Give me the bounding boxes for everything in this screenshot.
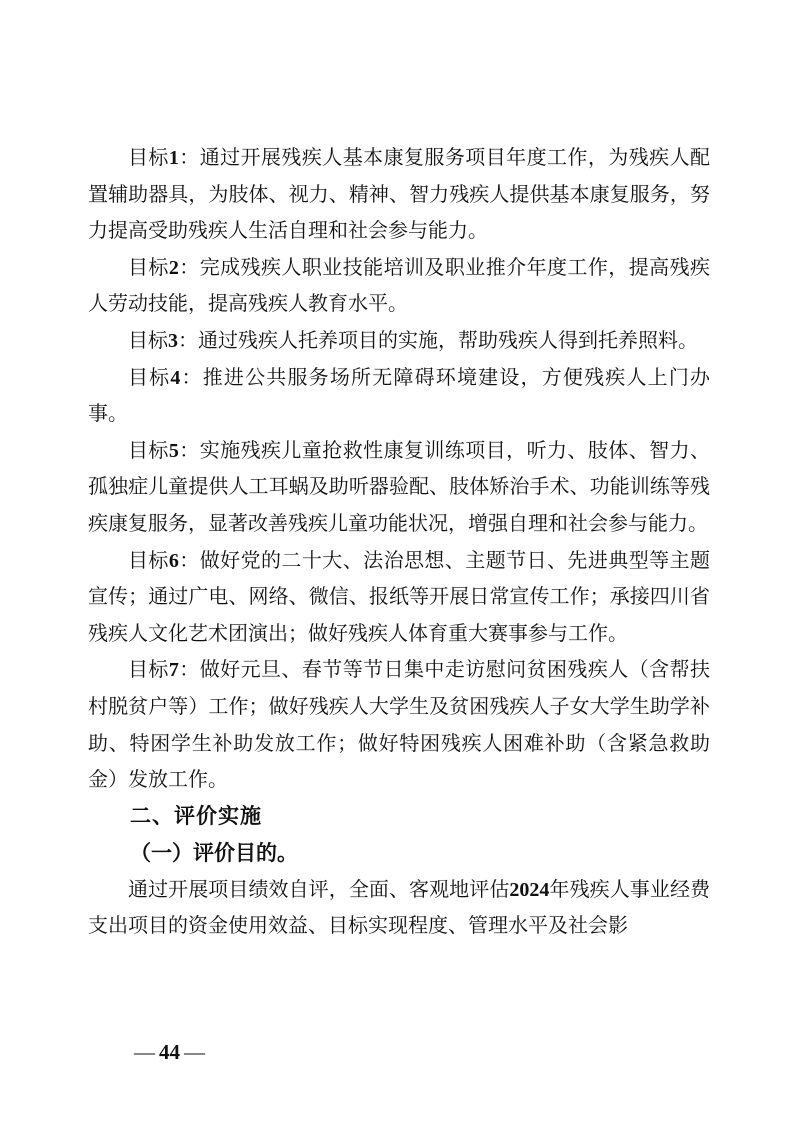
- goal-3-text: ：通过残疾人托养项目的实施，帮助残疾人得到托养照料。: [178, 329, 698, 352]
- subsection-heading: （一）评价目的。: [130, 841, 298, 866]
- page-number: [130, 1038, 209, 1066]
- goal-1-number: 1: [168, 147, 179, 169]
- closing-paragraph-pre: 通过开展项目绩效自评，全面、客观地评估: [128, 878, 510, 901]
- goal-3-number: 3: [168, 329, 178, 352]
- goal-5-text: ：实施残疾儿童抢救性康复训练项目，听力、肢体、智力、孤独症儿童提供人工耳蜗及助听器验配、肢体矫治手术、功能训练等残疾康复服务，显著改善残疾儿童功能状况，增强自理和社会参与能力。: [88, 439, 711, 535]
- closing-paragraph-year: 2024: [509, 878, 550, 901]
- section-heading: 二、评价实施: [130, 804, 262, 828]
- goal-4-label: 目标: [128, 366, 171, 389]
- goal-5-paragraph: [88, 433, 710, 543]
- goal-2-paragraph: [88, 250, 710, 323]
- goal-5-number: 5: [168, 439, 179, 462]
- goal-4-text: ：推进公共服务场所无障碍环境建设，方便残疾人上门办事。: [88, 366, 711, 426]
- goal-6-number: 6: [168, 549, 179, 572]
- goal-7-text: ：做好元旦、春节等节日集中走访慰问贫困残疾人（含帮扶村脱贫户等）工作；做好残疾人大学生及贫困残疾人子女大学生助学补助、特困学生补助发放工作；做好特困残疾人困难补助（含紧急救助金）发放工作。: [88, 659, 711, 792]
- goal-4-paragraph: [88, 360, 710, 433]
- goal-1-label: 目标: [128, 147, 169, 169]
- goal-7-paragraph: [88, 652, 710, 798]
- goal-2-text: ：完成残疾人职业技能培训及职业推介年度工作，提高残疾人劳动技能，提高残疾人教育水平。: [88, 256, 711, 316]
- goal-1-text: ：通过开展残疾人基本康复服务项目年度工作，为残疾人配置辅助器具，为肢体、视力、精神、智力残疾人提供基本康复服务，努力提高受助残疾人生活自理和社会参与能力。: [88, 147, 711, 243]
- goal-7-number: 7: [168, 659, 179, 682]
- goal-2-number: 2: [168, 256, 179, 279]
- goal-2-label: 目标: [128, 256, 169, 279]
- closing-paragraph-post: 年残疾人事业经费支出项目的资金使用效益、目标实现程度、管理水平及社会影: [88, 878, 711, 938]
- goal-6-label: 目标: [128, 549, 169, 572]
- goal-3-paragraph: [88, 323, 710, 360]
- page-number-left-dash: —: [134, 1040, 155, 1064]
- goal-7-label: 目标: [128, 659, 169, 682]
- closing-paragraph: [88, 872, 710, 945]
- goal-1-paragraph: [88, 140, 710, 250]
- goal-6-paragraph: [88, 543, 710, 653]
- page-number-right-dash: —: [184, 1040, 205, 1064]
- goal-4-number: 4: [170, 366, 181, 389]
- goal-6-text: ：做好党的二十大、法治思想、主题节日、先进典型等主题宣传；通过广电、网络、微信、报纸等开展日常宣传工作；承接四川省残疾人文化艺术团演出；做好残疾人体育重大赛事参与工作。: [88, 549, 711, 645]
- goal-3-label: 目标: [128, 329, 168, 352]
- goal-5-label: 目标: [128, 439, 169, 462]
- page-number-value: 44: [159, 1040, 180, 1064]
- document-body: [88, 140, 710, 945]
